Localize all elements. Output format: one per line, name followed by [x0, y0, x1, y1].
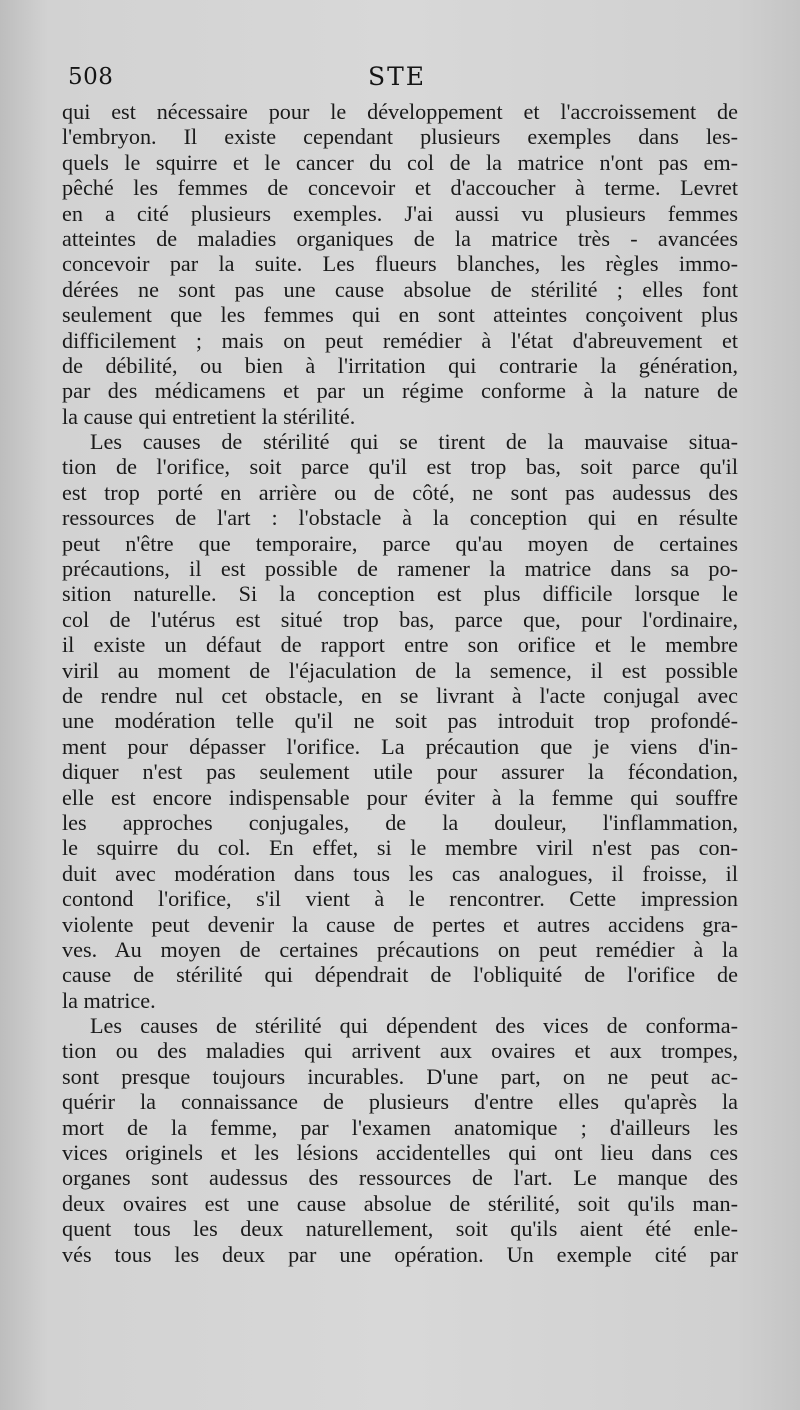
- text-line: il existe un défaut de rapport entre son orifice et le membre: [62, 632, 738, 658]
- paragraph-2: [62, 429, 738, 1013]
- text-line: en a cité plusieurs exemples. J'ai aussi vu plusieurs femmes: [62, 200, 738, 226]
- text-line: seulement que les femmes qui en sont atteintes conçoivent plus: [62, 302, 738, 328]
- text-line: peut n'être que temporaire, parce qu'au moyen de certaines: [62, 530, 738, 556]
- text-line: pêché les femmes de concevoir et d'accoucher à terme. Levret: [62, 175, 738, 201]
- text-line: contond l'orifice, s'il vient à le rencontrer. Cette impression: [62, 886, 738, 912]
- text-line: sition naturelle. Si la conception est plus difficile lorsque le: [62, 581, 738, 607]
- text-line: par des médicamens et par un régime conforme à la nature de: [62, 378, 738, 404]
- text-line: précautions, il est possible de ramener la matrice dans sa po-: [62, 556, 738, 582]
- text-line: de rendre nul cet obstacle, en se livrant à l'acte conjugal avec: [62, 682, 738, 708]
- text-line: tion ou des maladies qui arrivent aux ovaires et aux trompes,: [62, 1038, 738, 1064]
- body-text: [62, 99, 738, 1267]
- text-line: les approches conjugales, de la douleur, l'inflammation,: [62, 809, 738, 835]
- text-line: tion de l'orifice, soit parce qu'il est trop bas, soit parce qu'il: [62, 454, 738, 480]
- text-line: diquer n'est pas seulement utile pour assurer la fécondation,: [62, 759, 738, 785]
- text-line: dérées ne sont pas une cause absolue de stérilité ; elles font: [62, 276, 738, 302]
- text-line: quent tous les deux naturellement, soit qu'ils aient été enle-: [62, 1216, 738, 1242]
- text-line: col de l'utérus est situé trop bas, parce que, pour l'ordinaire,: [62, 606, 738, 632]
- text-line: qui est nécessaire pour le développement et l'accroissement de: [62, 99, 738, 124]
- text-line: la cause qui entretient la stérilité.: [62, 403, 356, 429]
- text-line: atteintes de maladies organiques de la matrice très - avancées: [62, 225, 738, 251]
- paragraph-1: [62, 99, 738, 429]
- text-line: ressources de l'art : l'obstacle à la conception qui en résulte: [62, 505, 738, 531]
- text-line: difficilement ; mais on peut remédier à l'état d'abreuvement et: [62, 327, 738, 353]
- text-line: concevoir par la suite. Les flueurs blanches, les règles immo-: [62, 251, 738, 277]
- text-line: la matrice.: [62, 987, 156, 1013]
- text-line: duit avec modération dans tous les cas analogues, il froisse, il: [62, 860, 738, 886]
- text-line: une modération telle qu'il ne soit pas introduit trop profondé-: [62, 708, 738, 734]
- text-line: deux ovaires est une cause absolue de stérilité, soit qu'ils man-: [62, 1190, 738, 1216]
- text-line: quels le squirre et le cancer du col de la matrice n'ont pas em-: [62, 149, 738, 175]
- text-line: ves. Au moyen de certaines précautions on peut remédier à la: [62, 936, 738, 962]
- text-line: de débilité, ou bien à l'irritation qui contrarie la génération,: [62, 352, 738, 378]
- text-line: cause de stérilité qui dépendrait de l'obliquité de l'orifice de: [62, 962, 738, 988]
- text-line: Les causes de stérilité qui dépendent des vices de conforma-: [90, 1013, 738, 1039]
- text-line: quérir la connaissance de plusieurs d'entre elles qu'après la: [62, 1089, 738, 1115]
- text-line: vices originels et les lésions accidentelles qui ont lieu dans ces: [62, 1140, 738, 1166]
- text-line: viril au moment de l'éjaculation de la semence, il est possible: [62, 657, 738, 683]
- running-head: STE: [368, 62, 427, 91]
- paragraph-3: [62, 1013, 738, 1267]
- text-line: violente peut devenir la cause de pertes et autres accidens gra-: [62, 911, 738, 937]
- text-line: Les causes de stérilité qui se tirent de la mauvaise situa-: [90, 429, 738, 455]
- text-line: l'embryon. Il existe cependant plusieurs exemples dans les-: [62, 124, 738, 150]
- text-line: est trop porté en arrière ou de côté, ne sont pas audessus des: [62, 479, 738, 505]
- text-line: ment pour dépasser l'orifice. La précaution que je viens d'in-: [62, 733, 738, 759]
- text-line: sont presque toujours incurables. D'une part, on ne peut ac-: [62, 1063, 738, 1089]
- text-line: mort de la femme, par l'examen anatomique ; d'ailleurs les: [62, 1114, 738, 1140]
- page-header: [68, 62, 738, 96]
- text-line: elle est encore indispensable pour éviter à la femme qui souffre: [62, 784, 738, 810]
- text-line: le squirre du col. En effet, si le membre viril n'est pas con-: [62, 835, 738, 861]
- page-number: 508: [68, 64, 114, 90]
- text-line: organes sont audessus des ressources de l'art. Le manque des: [62, 1165, 738, 1191]
- text-line: vés tous les deux par une opération. Un exemple cité par: [62, 1241, 738, 1267]
